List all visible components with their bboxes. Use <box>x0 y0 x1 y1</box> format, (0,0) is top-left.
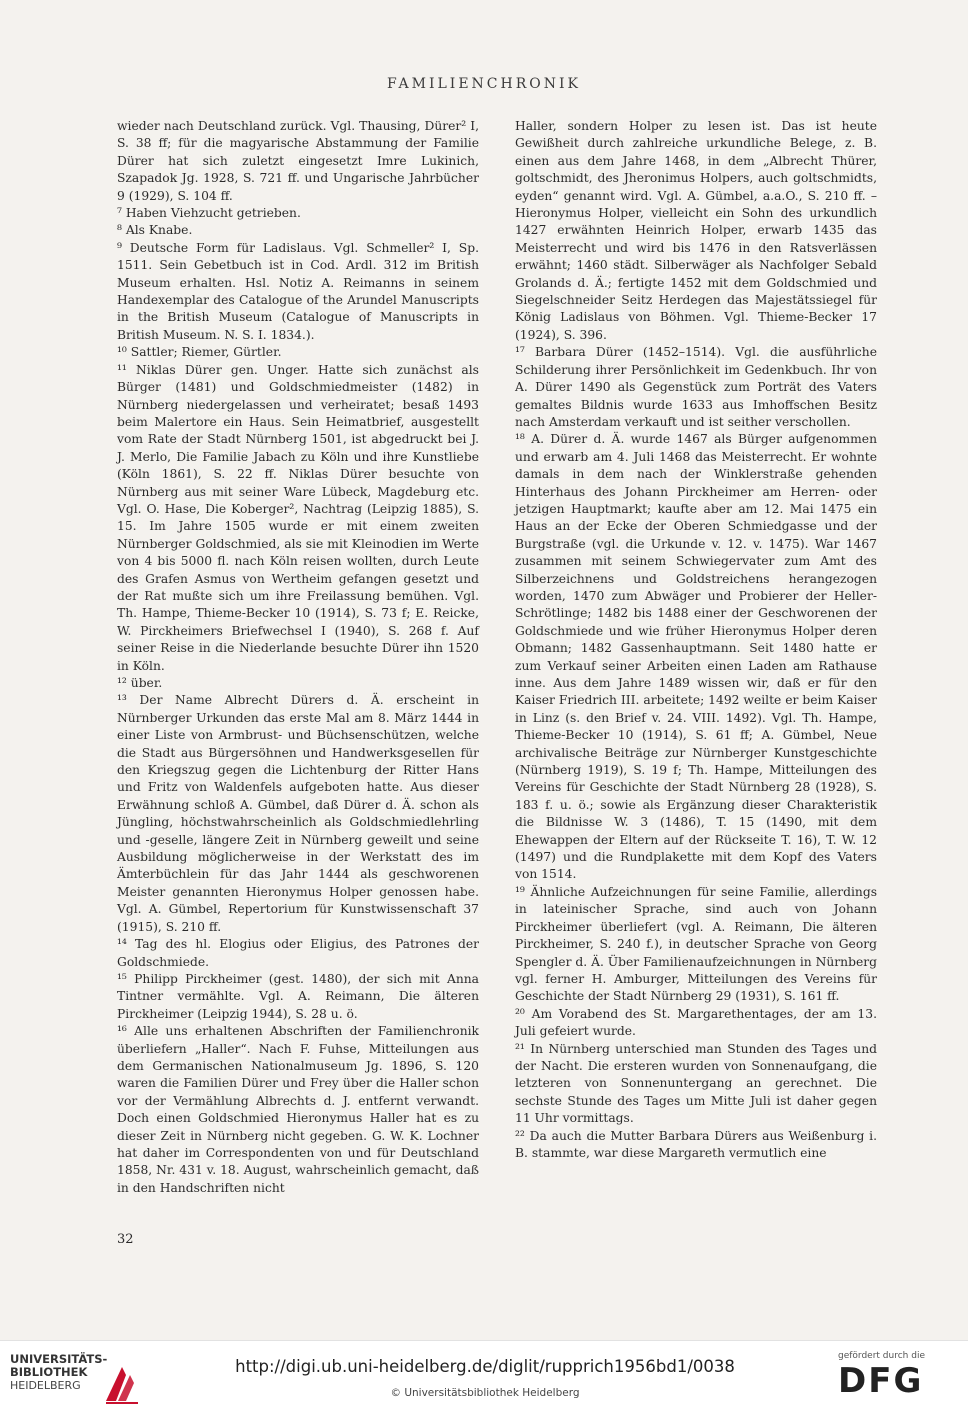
right-column <box>515 118 877 1162</box>
footnote-22: ²² Da auch die Mutter Barbara Dürers aus Weißenburg i. B. stammte, war diese Margareth vermutlich eine <box>515 1128 877 1160</box>
running-header: FAMILIENCHRONIK <box>387 76 581 92</box>
logo-line-2: BIBLIOTHEK <box>10 1365 88 1379</box>
footnote-9: ⁹ Deutsche Form für Ladislaus. Vgl. Schmeller² I, Sp. 1511. Sein Gebetbuch ist in Cod. Ardl. 312 im British Museum erhalten. Hsl. Notiz A. Reimanns in seinem Handexemplar des Catalogue of the Arundel Manuscripts in the British Museum (Catalogue of Manuscripts in British Museum. N. S. I. 1834.). <box>117 240 479 342</box>
footnote-14: ¹⁴ Tag des hl. Elogius oder Eligius, des Patrones der Goldschmiede. <box>117 937 479 969</box>
footnote-17: ¹⁷ Barbara Dürer (1452–1514). Vgl. die ausführliche Schilderung ihrer Persönlichkeit im Gedenkbuch. Ihr von A. Dürer 1490 als Gegenstück zum Porträt des Vaters gemaltes Bildnis wurde 1633 aus Imhoffschen Besitz nach Amsterdam verkauft und ist seither verschollen. <box>515 345 877 429</box>
funder-logo[interactable] <box>838 1351 948 1401</box>
funder-label: gefördert durch die <box>838 1351 925 1361</box>
footnote-21: ²¹ In Nürnberg unterschied man Stunden des Tages und der Nacht. Die ersteren wurden von Sonnenaufgang, die letzteren von Sonnenuntergang an gerechnet. Die sechste Stunde des Tages um Mitte Juli ist daher gegen 11 Uhr vormittags. <box>515 1041 877 1126</box>
footnote-16-continued: Haller, sondern Holper zu lesen ist. Das ist heute Gewißheit durch zahlreiche urkundliche Belege, z. B. einen aus dem Jahre 1468, in dem „Albrecht Thürer, goltschmidt, des Jheronimus Holpers, auch goltschmidts, eyden“ genannt wird. Vgl. A. Gümbel, a.a.O., S. 210 ff. – Hieronymus Holper, vielleicht ein Sohn des urkundlich 1427 erwähnten Heinrich Holper, erwarb 1435 das Meisterrecht und wird bis 1476 in den Ratsverlässen erwähnt; 1460 städt. Silberwäger als Nachfolger Sebald Grolands d. Ä.; fertigte 1452 mit dem Goldschmied und Siegelschneider Seitz Herdegen das Majestätssiegel für König Ladislaus von Böhmen. Vgl. Thieme-Becker 17 (1924), S. 396. <box>515 119 877 342</box>
copyright-notice: © Universitätsbibliothek Heidelberg <box>390 1387 580 1399</box>
page-number: 32 <box>117 1232 134 1247</box>
logo-line-1: UNIVERSITÄTS- <box>10 1352 108 1366</box>
footnote-20: ²⁰ Am Vorabend des St. Margarethentages, der am 13. Juli gefeiert wurde. <box>515 1006 877 1039</box>
footnote-text: wieder nach Deutschland zurück. Vgl. Thausing, Dürer² I, S. 38 ff; für die magyarische Abstammung der Familie Dürer hat sich zuletzt eingesetzt Imre Lukinich, Szapadok Jg. 1928, S. 721 ff. und Ungarische Jahrbücher 9 (1929), S. 104 ff. <box>117 119 479 203</box>
footnote-7: ⁷ Haben Viehzucht getrieben. <box>117 206 301 221</box>
dfg-logo: DFG <box>838 1361 924 1401</box>
footnote-12: ¹² über. <box>117 676 163 690</box>
university-library-logo[interactable] <box>10 1353 140 1403</box>
permalink-url[interactable]: http://digi.ub.uni-heidelberg.de/diglit/rupprich1956bd1/0038 <box>235 1357 735 1376</box>
footnote-19: ¹⁹ Ähnliche Aufzeichnungen für seine Familie, allerdings in lateinischer Sprache, sind auch von Johann Pirckheimer überliefert (vgl. A. Reimann, Die älteren Pirckheimer, S. 240 f.), in deutscher Sprache von Georg Spengler d. Ä. Über Familienaufzeichnungen in Nürnberg vgl. ferner H. Amburger, Mitteilungen des Vereins für Geschichte der Stadt Nürnberg 29 (1931), S. 161 ff. <box>515 884 877 1004</box>
footnote-8: ⁸ Als Knabe. <box>117 223 193 238</box>
footnote-15: ¹⁵ Philipp Pirckheimer (gest. 1480), der sich mit Anna Tintner vermählte. Vgl. A. Reimann, Die älteren Pirckheimer (Leipzig 1944), S. 28 u. ö. <box>117 971 479 1021</box>
footnote-16: ¹⁶ Alle uns erhaltenen Abschriften der Familienchronik überliefern „Haller“. Nach F. Fuhse, Mitteilungen aus dem Germanischen Nationalmuseum Jg. 1896, S. 120 waren die Familien Dürer und Frey über die Haller schon vor der Vermählung Albrechts d. J. entfernt verwandt. Doch einen Goldschmied Hieronymus Haller hat es zu dieser Zeit in Nürnberg nicht gegeben. G. W. K. Lochner hat daher im Correspondenten von und für Deutschland 1858, Nr. 431 v. 18. August, wahrscheinlich gemacht, daß in den Handschriften nicht <box>117 1024 479 1195</box>
library-logo-icon <box>102 1361 142 1405</box>
footnote-11: ¹¹ Niklas Dürer gen. Unger. Hatte sich zunächst als Bürger (1481) und Goldschmiedmeister (1482) in Nürnberg niedergelassen und verheiratet; besaß 1493 beim Malertore ein Haus. Sein Heimatbrief, ausgestellt vom Rate der Stadt Nürnberg 1501, ist abgedruckt bei J. J. Merlo, Die Familie Jabach zu Köln und ihre Kunstliebe (Köln 1861), S. 22 ff. Niklas Dürer besuchte von Nürnberg aus mit seiner Ware Lübeck, Magdeburg etc. Vgl. O. Hase, Die Koberger², Nachtrag (Leipzig 1885), S. 15. Im Jahre 1505 wurde er mit einem zweiten Nürnberger Goldschmied, als sie mit Kleinodien im Werte von 4 bis 5000 fl. nach Köln reisen wollten, durch Leute des Grafen Asmus von Wertheim gefangen gesetzt und der Rat mußte sich um ihre Freilassung bemühen. Vgl. Th. Hampe, Thieme-Becker 10 (1914), S. 73 f; E. Reicke, W. Pirckheimers Briefwechsel I (1940), S. 268 f. Auf seiner Reise in die Niederlande besuchte Dürer ihn 1520 in Köln. <box>117 362 479 673</box>
viewer-footer <box>0 1340 968 1413</box>
footnote-13: ¹³ Der Name Albrecht Dürers d. Ä. erscheint in Nürnberger Urkunden das erste Mal am 8. März 1444 in einer Liste von Armbrust- und Büchsenschützen, welche die Stadt aus Bürgersöhnen und Handwerksgesellen für den Kriegszug gegen die Lichtenburg der Ritter Hans und Fritz von Waldenfels aufgeboten hatte. Aus dieser Erwähnung schloß A. Gümbel, daß Dürer d. Ä. schon als Jüngling, höchstwahrscheinlich als Goldschmiedlehrling und -geselle, längere Zeit in Nürnberg geweilt und seine Ausbildung möglicherweise in der Werkstatt des im Ämterbüchlein für das Jahr 1444 als geschworenen Meister genannten Hieronymus Holper genossen habe. Vgl. A. Gümbel, Repertorium für Kunstwissenschaft 37 (1915), S. 210 ff. <box>117 693 479 934</box>
footnote-18: ¹⁸ A. Dürer d. Ä. wurde 1467 als Bürger aufgenommen und erwarb am 4. Juli 1468 das Meisterrecht. Er wohnte damals in dem nach der Winklerstraße gehenden Hinterhaus des Johann Pirckheimer am Herren- oder jetzigen Hauptmarkt; kaufte aber am 12. Mai 1475 ein Haus an der Ecke der Oberen Schmiedgasse und der Burgstraße (vgl. die Urkunde v. 12. v. 1475). War 1467 zusammen mit seinem Schwiegervater zum Amt des Silberzeichnens und Goldstreichens herangezogen worden, 1470 zum Abwäger und Probierer der Heller-Schrötlinge; 1482 bis 1488 einer der Geschworenen der Goldschmiede und wie früher Hieronymus Holper deren Obmann; 1482 Gassenhauptmann. Seit 1480 hatte er zum Verkauf seiner Arbeiten einen Laden am Rathause inne. Aus dem Jahre 1489 wissen wir, daß er für den Kaiser Friedrich III. arbeitete; 1492 weilte er beim Kaiser in Linz (s. den Brief v. 24. VIII. 1492). Vgl. Th. Hampe, Thieme-Becker 10 (1914), S. 61 ff; A. Gümbel, Neue archivalische Beiträge zur Nürnberger Kunstgeschichte (Nürnberg 1919), S. 19 f; Th. Hampe, Mitteilungen des Vereins für Geschichte der Stadt Nürnberg 28 (1928), S. 183 f. u. ö.; sowie als Ergänzung dieser Charakteristik die Bildnisse W. 3 (1486), T. 15 (1490, mit dem Ehewappen der Eltern auf der Rückseite T. 16), T. W. 12 (1497) und die Rundplakette mit dem Kopf des Vaters von 1514. <box>515 432 877 882</box>
logo-line-3: HEIDELBERG <box>10 1379 81 1392</box>
left-column <box>117 118 479 1197</box>
footnote-10: ¹⁰ Sattler; Riemer, Gürtler. <box>117 345 282 360</box>
